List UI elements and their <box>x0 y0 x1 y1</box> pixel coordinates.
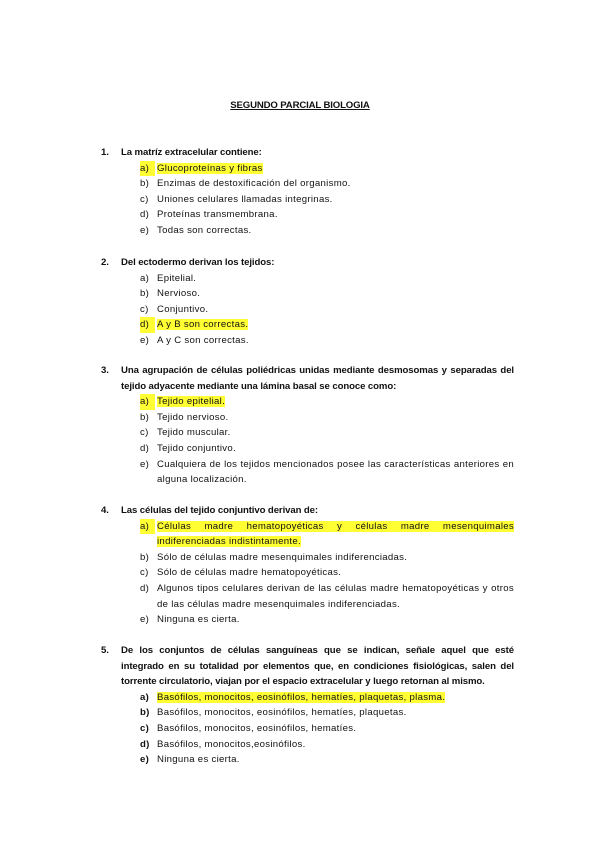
option-letter: a) <box>140 519 155 535</box>
question-5 <box>101 643 514 768</box>
option-letter: b) <box>140 707 150 719</box>
question-3-stem <box>101 363 514 394</box>
question-number: 2. <box>101 257 109 268</box>
option-e <box>101 752 514 768</box>
option-d <box>101 207 514 223</box>
option-b <box>101 550 514 566</box>
options-list <box>101 690 514 768</box>
option-text-highlighted: Células madre hematopoyéticas y células madre mesenquimales indiferenciadas indistintamente. <box>157 520 514 548</box>
option-letter: d) <box>140 209 150 221</box>
question-number: 4. <box>101 505 109 516</box>
option-e <box>101 457 514 488</box>
option-text: Ninguna es cierta. <box>157 754 240 766</box>
option-d <box>101 441 514 457</box>
option-text: Epitelial. <box>157 272 197 284</box>
option-c <box>101 192 514 208</box>
options-list <box>101 394 514 488</box>
question-1-stem <box>101 145 514 161</box>
option-letter: e) <box>140 754 150 766</box>
option-letter: a) <box>140 691 150 703</box>
option-letter: c) <box>140 303 149 315</box>
options-list <box>101 161 514 239</box>
option-letter: e) <box>140 458 150 470</box>
question-number: 3. <box>101 365 109 376</box>
option-text: Cualquiera de los tejidos mencionados posee las características anteriores en alguna localización. <box>157 458 514 486</box>
question-2 <box>101 255 514 349</box>
option-letter: c) <box>140 427 149 439</box>
option-text: Tejido nervioso. <box>157 411 229 423</box>
option-a <box>101 394 514 410</box>
option-letter: a) <box>140 161 155 177</box>
options-list <box>101 271 514 349</box>
option-a <box>101 690 514 706</box>
question-number: 5. <box>101 645 109 656</box>
question-number: 1. <box>101 147 109 158</box>
option-text-highlighted: A y B son correctas. <box>157 319 249 331</box>
option-text: Nervioso. <box>157 288 201 300</box>
option-letter: c) <box>140 722 150 734</box>
option-text-highlighted: Basófilos, monocitos, eosinófilos, hematíes, plaquetas, plasma. <box>157 691 446 703</box>
option-text: Ninguna es cierta. <box>157 614 240 626</box>
option-b <box>101 705 514 721</box>
question-text: Las células del tejido conjuntivo derivan de: <box>121 505 319 516</box>
option-text: A y C son correctas. <box>157 334 249 346</box>
option-letter: d) <box>140 442 150 454</box>
option-e <box>101 223 514 239</box>
option-letter: e) <box>140 614 150 626</box>
option-letter: d) <box>140 317 155 333</box>
option-letter: d) <box>140 582 150 594</box>
option-text: Sólo de células madre mesenquimales indiferenciadas. <box>157 551 408 563</box>
option-text: Algunos tipos celulares derivan de las células madre hematopoyéticas y otros de las células madre mesenquimales indiferenciadas. <box>157 582 514 610</box>
option-text: Proteínas transmembrana. <box>157 209 278 221</box>
option-a <box>101 271 514 287</box>
question-3 <box>101 363 514 488</box>
option-a <box>101 519 514 550</box>
option-b <box>101 176 514 192</box>
option-text: Todas son correctas. <box>157 224 252 236</box>
option-e <box>101 333 514 349</box>
question-text: Una agrupación de células poliédricas unidas mediante desmosomas y separadas del tejido adyacente mediante una lámina basal se conoce como: <box>121 365 514 392</box>
option-letter: c) <box>140 193 149 205</box>
option-c <box>101 721 514 737</box>
question-text: Del ectodermo derivan los tejidos: <box>121 257 275 268</box>
option-a <box>101 161 514 177</box>
question-text: La matríz extracelular contiene: <box>121 147 262 158</box>
option-letter: e) <box>140 224 150 236</box>
option-d <box>101 317 514 333</box>
option-letter: b) <box>140 551 150 563</box>
option-b <box>101 286 514 302</box>
option-letter: a) <box>140 272 150 284</box>
option-text-highlighted: Tejido epitelial. <box>157 396 226 408</box>
option-letter: a) <box>140 394 155 410</box>
option-text: Sólo de células madre hematopoyéticas. <box>157 567 342 579</box>
question-2-stem <box>101 255 514 271</box>
option-c <box>101 302 514 318</box>
option-text-highlighted: Glucoproteínas y fibras <box>157 162 263 174</box>
option-d <box>101 737 514 753</box>
option-e <box>101 612 514 628</box>
option-text: Basófilos, monocitos, eosinófilos, hematíes. <box>157 722 357 734</box>
options-list <box>101 519 514 628</box>
option-letter: d) <box>140 738 150 750</box>
option-d <box>101 581 514 612</box>
option-letter: b) <box>140 411 150 423</box>
option-letter: b) <box>140 288 150 300</box>
option-c <box>101 425 514 441</box>
option-text: Uniones celulares llamadas integrinas. <box>157 193 333 205</box>
option-text: Basófilos, monocitos, eosinófilos, hematíes, plaquetas. <box>157 707 407 719</box>
option-text: Tejido conjuntivo. <box>157 442 236 454</box>
question-1 <box>101 145 514 239</box>
question-4-stem <box>101 503 514 519</box>
option-text: Conjuntivo. <box>157 303 209 315</box>
option-letter: c) <box>140 567 149 579</box>
option-text: Enzimas de destoxificación del organismo. <box>157 178 351 190</box>
option-text: Basófilos, monocitos,eosinófilos. <box>157 738 306 750</box>
option-text: Tejido muscular. <box>157 427 231 439</box>
option-letter: b) <box>140 178 150 190</box>
question-4 <box>101 503 514 628</box>
document-title: SEGUNDO PARCIAL BIOLOGIA <box>230 100 370 111</box>
option-letter: e) <box>140 334 150 346</box>
option-c <box>101 565 514 581</box>
question-5-stem <box>101 643 514 690</box>
option-b <box>101 410 514 426</box>
question-text: De los conjuntos de células sanguíneas que se indican, señale aquel que esté integrado en su totalidad por elementos que, en condiciones fisiológicas, salen del torrente circulatorio, viajan por el espacio extracelular y luego retornan al mismo. <box>121 645 514 688</box>
